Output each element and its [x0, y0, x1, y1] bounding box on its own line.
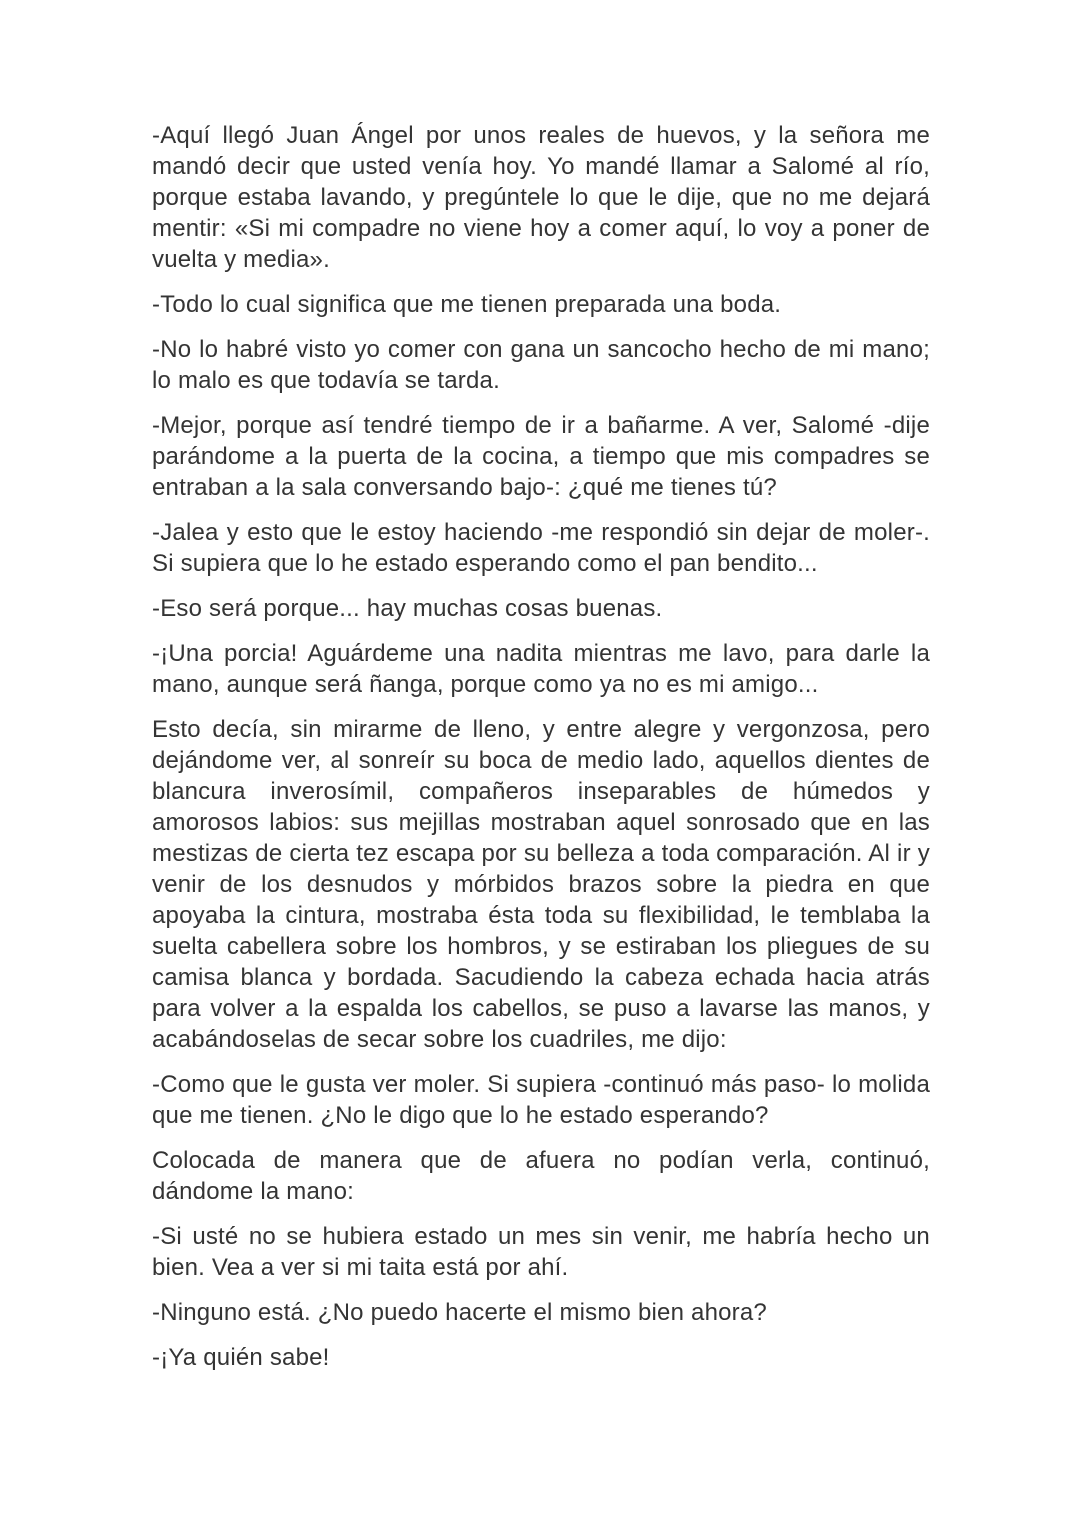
- paragraph: -Como que le gusta ver moler. Si supiera -continuó más paso- lo molida que me tienen. ¿No le digo que lo he estado esperando?: [152, 1071, 930, 1129]
- paragraph: -Todo lo cual significa que me tienen preparada una boda.: [152, 291, 782, 318]
- paragraph: Colocada de manera que de afuera no podían verla, continuó, dándome la mano:: [152, 1147, 930, 1205]
- paragraph: -¡Ya quién sabe!: [152, 1344, 330, 1371]
- paragraph: Esto decía, sin mirarme de lleno, y entre alegre y vergonzosa, pero dejándome ver, al sonreír su boca de medio lado, aquellos dientes de blancura inverosímil, compañeros inseparables de húmedos y amorosos labios: sus mejillas mostraban aquel sonrosado que en las mestizas de cierta tez escapa por su belleza a toda comparación. Al ir y venir de los desnudos y mórbidos brazos sobre la piedra en que apoyaba la cintura, mostraba ésta toda su flexibilidad, le temblaba la suelta cabellera sobre los hombros, y se estiraban los pliegues de su camisa blanca y bordada. Sacudiendo la cabeza echada hacia atrás para volver a la espalda los cabellos, se puso a lavarse las manos, y acabándoselas de secar sobre los cuadriles, me dijo:: [152, 716, 930, 1053]
- paragraph: -Mejor, porque así tendré tiempo de ir a bañarme. A ver, Salomé -dije parándome a la puerta de la cocina, a tiempo que mis compadres se entraban a la sala conversando bajo-: ¿qué me tienes tú?: [152, 412, 930, 501]
- paragraph: -Aquí llegó Juan Ángel por unos reales de huevos, y la señora me mandó decir que usted venía hoy. Yo mandé llamar a Salomé al río, porque estaba lavando, y pregúntele lo que le dije, que no me dejará mentir: «Si mi compadre no viene hoy a comer aquí, lo voy a poner de vuelta y media».: [152, 122, 930, 273]
- paragraph: -Si usté no se hubiera estado un mes sin venir, me habría hecho un bien. Vea a ver si mi taita está por ahí.: [152, 1223, 930, 1281]
- paragraph: -Eso será porque... hay muchas cosas buenas.: [152, 595, 663, 622]
- paragraph: -Jalea y esto que le estoy haciendo -me respondió sin dejar de moler-. Si supiera que lo he estado esperando como el pan bendito...: [152, 519, 930, 577]
- paragraph: -¡Una porcia! Aguárdeme una nadita mientras me lavo, para darle la mano, aunque será ñanga, porque como ya no es mi amigo...: [152, 640, 930, 698]
- paragraph: -No lo habré visto yo comer con gana un sancocho hecho de mi mano; lo malo es que todavía se tarda.: [152, 336, 930, 394]
- paragraph: -Ninguno está. ¿No puedo hacerte el mismo bien ahora?: [152, 1299, 767, 1326]
